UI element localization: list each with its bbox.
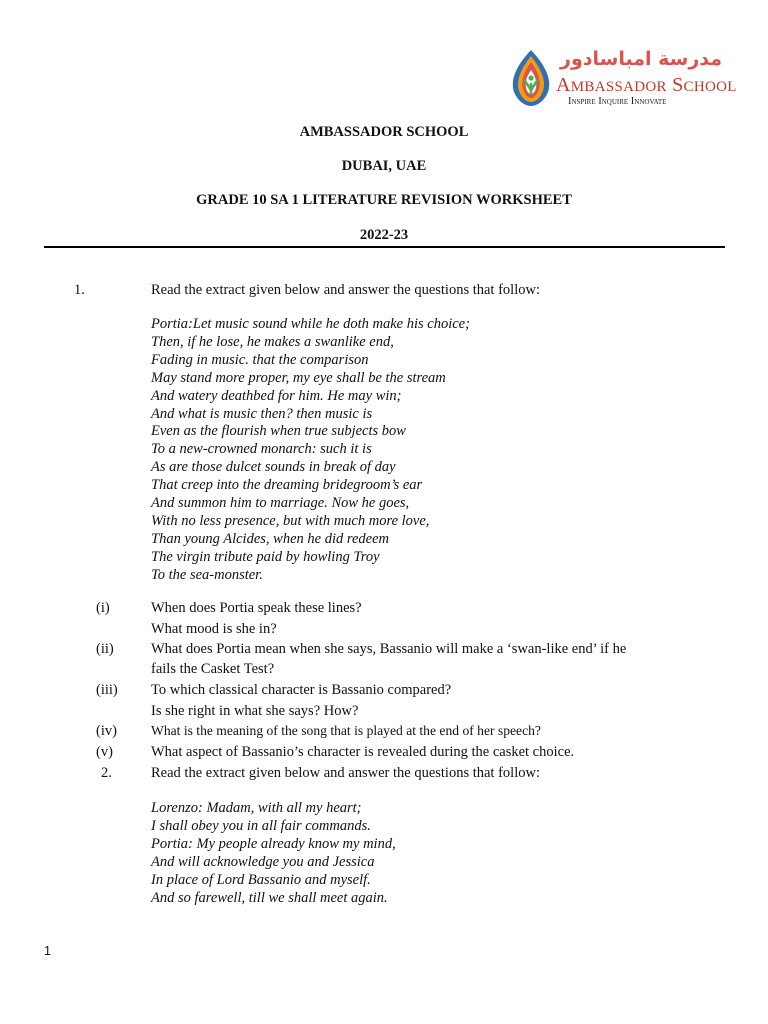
extract-line: That creep into the dreaming bridegroom’s ear — [151, 477, 423, 494]
extract-line: As are those dulcet sounds in break of day — [151, 459, 396, 476]
school-logo — [508, 48, 737, 110]
subquestion-label: (iv) — [96, 723, 117, 739]
page-number: 1 — [44, 944, 51, 958]
question-instruction: Read the extract given below and answer the questions that follow: — [151, 282, 540, 298]
extract-line: And what is music then? then music is — [151, 405, 373, 422]
question-instruction: Read the extract given below and answer the questions that follow: — [151, 765, 540, 781]
extract-line: Portia:Let music sound while he doth make his choice; — [151, 316, 470, 332]
city-heading: DUBAI, UAE — [341, 158, 427, 174]
subquestion-label: (i) — [96, 600, 110, 616]
subquestion-text: What mood is she in? — [151, 621, 277, 637]
flame-emblem-icon — [508, 48, 554, 108]
extract-line: And summon him to marriage. Now he goes, — [151, 495, 410, 512]
extract-line: Portia: My people already know my mind, — [151, 835, 396, 852]
academic-year: 2022-23 — [359, 227, 409, 243]
extract-line: I shall obey you in all fair commands. — [151, 817, 371, 834]
question-number: 2. — [101, 765, 112, 781]
extract-line: And will acknowledge you and Jessica — [151, 853, 375, 870]
subquestion-text: What aspect of Bassanio’s character is revealed during the casket choice. — [151, 744, 575, 760]
extract-line: To a new-crowned monarch: such it is — [151, 441, 372, 458]
extract-line: Then, if he lose, he makes a swanlike end, — [151, 333, 394, 350]
worksheet-title: GRADE 10 SA 1 LITERATURE REVISION WORKSHEET — [196, 192, 572, 208]
extract-line: In place of Lord Bassanio and myself. — [151, 871, 371, 888]
logo-arabic-name: مدرسة امباسادور — [560, 48, 722, 70]
extract-passage — [151, 316, 470, 585]
extract-line: Even as the flourish when true subjects bow — [151, 423, 406, 440]
extract-line: To the sea-monster. — [151, 566, 263, 583]
question-number: 1. — [74, 282, 85, 298]
subquestion-label: (ii) — [96, 641, 114, 657]
subquestion-text: What is the meaning of the song that is played at the end of her speech? — [151, 723, 541, 738]
school-heading: AMBASSADOR SCHOOL — [299, 124, 469, 140]
extract-line: Than young Alcides, when he did redeem — [151, 530, 389, 547]
extract-line: Fading in music. that the comparison — [151, 351, 369, 368]
logo-tagline: Inspire Inquire Innovate — [568, 96, 667, 107]
subquestion-text: Is she right in what she says? How? — [151, 703, 359, 719]
header-divider — [44, 246, 725, 248]
extract-line: Lorenzo: Madam, with all my heart; — [151, 800, 362, 816]
logo-school-name: AMBASSADOR SCHOOL — [556, 74, 737, 96]
extract-line: And watery deathbed for him. He may win; — [151, 387, 402, 404]
extract-passage — [151, 800, 396, 907]
subquestion-text: fails the Casket Test? — [151, 661, 275, 677]
extract-line: With no less presence, but with much more love, — [151, 512, 430, 529]
subquestion-text: What does Portia mean when she says, Bassanio will make a ‘swan-like end’ if he — [151, 641, 627, 657]
subquestion-text: When does Portia speak these lines? — [151, 600, 362, 616]
extract-line: May stand more proper, my eye shall be the stream — [151, 369, 446, 386]
subquestion-text: To which classical character is Bassanio compared? — [151, 682, 452, 698]
subquestion-label: (v) — [96, 744, 113, 760]
extract-line: And so farewell, till we shall meet again. — [151, 889, 388, 906]
subquestion-label: (iii) — [96, 682, 118, 698]
extract-line: The virgin tribute paid by howling Troy — [151, 548, 380, 565]
